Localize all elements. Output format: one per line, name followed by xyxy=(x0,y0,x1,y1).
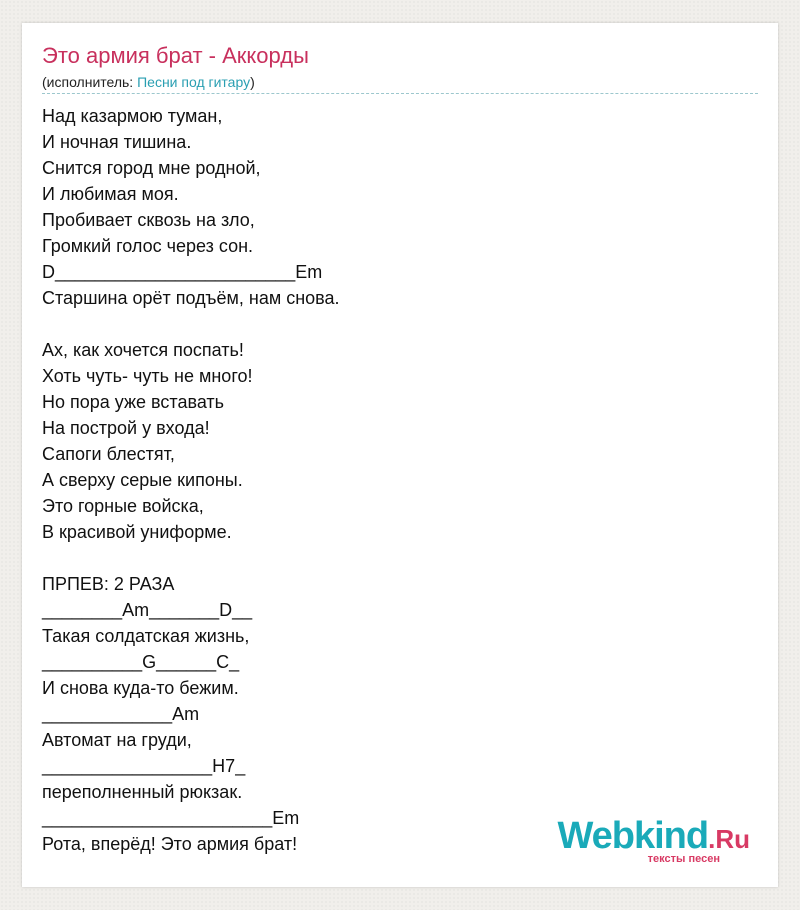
lyric-line: Сапоги блестят, xyxy=(42,444,175,464)
lyric-line: _____________Am xyxy=(42,704,200,724)
lyric-line: Старшина орёт подъём, нам снова. xyxy=(42,288,340,308)
lyric-line: Но пора уже вставать xyxy=(42,392,225,412)
lyric-line: _________________H7_ xyxy=(42,756,246,776)
lyric-line: D________________________Em xyxy=(42,262,323,282)
site-logo[interactable] xyxy=(554,815,750,867)
lyric-line: А сверху серые кипоны. xyxy=(42,470,243,490)
artist-link[interactable]: Песни под гитару xyxy=(137,74,251,90)
logo-domain-suffix: .Ru xyxy=(708,824,750,854)
lyric-blank-line xyxy=(42,545,340,571)
artist-line xyxy=(42,73,255,91)
lyric-line: На построй у входа! xyxy=(42,418,210,438)
lyric-line: _______________________Em xyxy=(42,808,300,828)
page-title: Это армия брат - Аккорды xyxy=(42,43,309,68)
lyric-line: Снится город мне родной, xyxy=(42,158,261,178)
artist-suffix: ) xyxy=(250,74,255,90)
lyric-line: Это горные войска, xyxy=(42,496,204,516)
lyric-line: Ах, как хочется поспать! xyxy=(42,340,244,360)
lyrics-body xyxy=(42,103,340,857)
lyric-line: И снова куда-то бежим. xyxy=(42,678,239,698)
lyric-line: В красивой униформе. xyxy=(42,522,232,542)
logo-main-text: Webkind xyxy=(557,815,709,857)
lyric-line: Такая солдатская жизнь, xyxy=(42,626,250,646)
lyric-line: Рота, вперёд! Это армия брат! xyxy=(42,834,298,854)
lyric-line: Над казармою туман, xyxy=(42,106,223,126)
lyric-line: Громкий голос через сон. xyxy=(42,236,254,256)
lyric-blank-line xyxy=(42,311,340,337)
lyric-line: __________G______C_ xyxy=(42,652,240,672)
lyric-line: Хоть чуть- чуть не много! xyxy=(42,366,253,386)
artist-prefix: (исполнитель: xyxy=(42,74,138,90)
lyric-line: Автомат на груди, xyxy=(42,730,192,750)
lyric-line: ________Am_______D__ xyxy=(42,600,253,620)
logo-tagline: тексты песен xyxy=(647,853,720,865)
lyric-line: И любимая моя. xyxy=(42,184,179,204)
header-divider xyxy=(42,93,758,94)
lyric-line: ПРПЕВ: 2 РАЗА xyxy=(42,574,175,594)
lyrics-card xyxy=(22,23,778,887)
lyric-line: Пробивает сквозь на зло, xyxy=(42,210,255,230)
lyric-line: И ночная тишина. xyxy=(42,132,192,152)
lyric-line: переполненный рюкзак. xyxy=(42,782,243,802)
